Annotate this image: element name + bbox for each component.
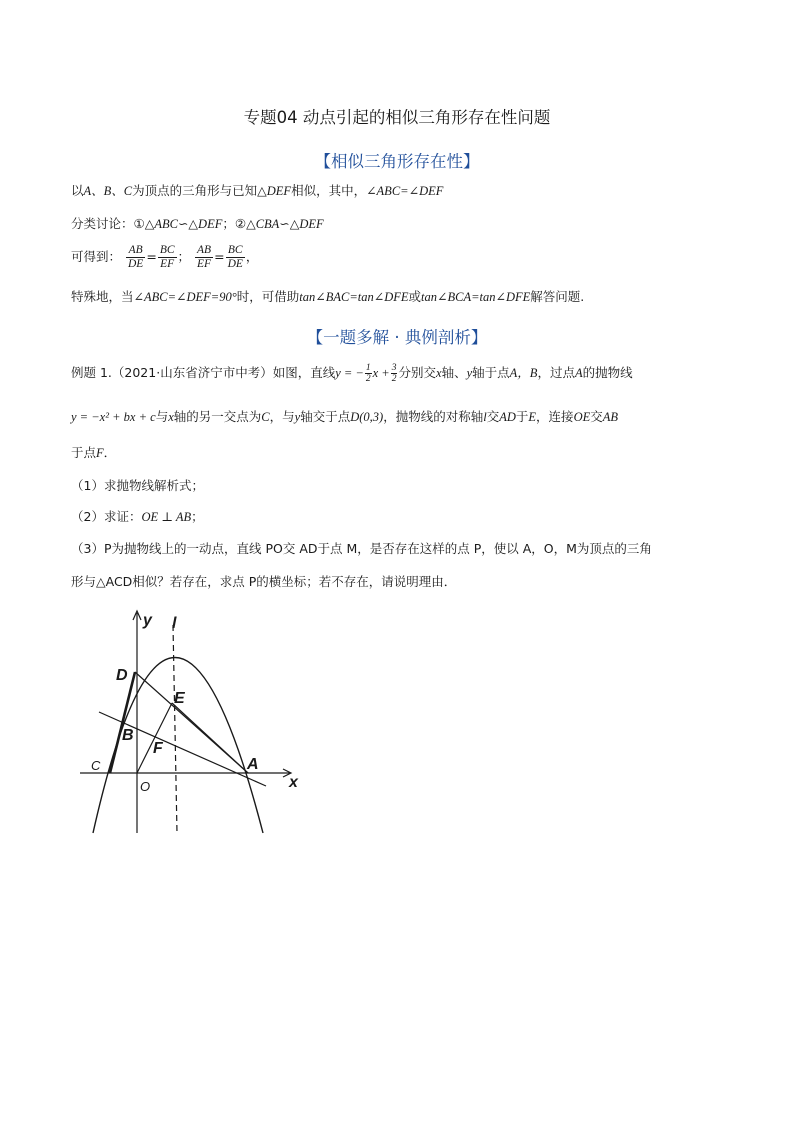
example-source: （2021·山东省济宁市中考）如图，直线 <box>111 365 336 380</box>
perpendicular-statement: OE ⊥ AB <box>141 510 192 524</box>
ratio-line <box>71 244 258 271</box>
label-a: A <box>247 756 259 773</box>
special-text-or: 或 <box>408 289 422 304</box>
fraction-bc-ef: $\frac{BC}{EF}$ <box>159 244 175 270</box>
line-equation-prefix: y = − <box>335 366 364 380</box>
equals-sign: = <box>146 249 157 264</box>
ratio-separator: ； <box>177 249 191 264</box>
special-case-line <box>71 289 584 305</box>
ratio-end: ， <box>245 249 259 264</box>
special-text-1: 特殊地，当 <box>71 289 134 304</box>
section-heading-example: 【一题多解 · 典例剖析】 <box>306 328 488 347</box>
label-b: B <box>122 727 134 744</box>
case-line <box>71 216 324 232</box>
intro-triangle: △DEF <box>257 184 292 198</box>
question-1: （1）求抛物线解析式； <box>71 478 204 493</box>
line-cd <box>110 672 135 773</box>
label-e: E <box>174 690 185 707</box>
example-label: 例题 1. <box>71 365 112 380</box>
ratio-label: 可得到： <box>71 249 122 264</box>
special-tan-2: tan∠BCA=tan∠DFE <box>421 290 531 304</box>
line-equation-x: x + <box>372 366 390 380</box>
case-marker-1: ① <box>133 216 145 231</box>
fraction-ab-ef: $\frac{AB}{EF}$ <box>197 244 212 270</box>
case-1: △ABC∽△DEF <box>144 217 223 231</box>
label-x: x <box>289 774 298 791</box>
label-l: l <box>172 615 177 632</box>
example-line-1: 例题 1.（2021·山东省济宁市中考）如图，直线y = − $\frac{1}{2}$ x + $\frac{3}{2}$ 分别交x轴、y轴于点A，B，过点A的抛物线 <box>71 363 633 384</box>
intro-points: A、B、C <box>83 184 133 198</box>
question-3-line-2: 形与△ACD相似？若存在，求点 P的横坐标；若不存在，请说明理由． <box>71 574 457 589</box>
fraction-ab-de: $\frac{AB}{DE}$ <box>128 244 144 270</box>
special-text-3: 解答问题. <box>530 289 585 304</box>
label-f: F <box>153 740 163 757</box>
section-heading-similar-triangles: 【相似三角形存在性】 <box>314 152 480 171</box>
parabola-equation: y = −x² + bx + c <box>71 410 156 424</box>
fraction-one-half: $\frac{1}{2}$ <box>365 363 371 384</box>
intro-condition: ∠ABC=∠DEF <box>366 184 444 198</box>
special-text-2: 时，可借助 <box>236 289 300 304</box>
line-ab <box>99 712 266 786</box>
intro-text-3: 相似，其中， <box>291 183 367 198</box>
intro-line <box>71 183 443 199</box>
label-y: y <box>143 612 152 629</box>
case-separator: ； <box>222 216 235 231</box>
fraction-three-half: $\frac{3}{2}$ <box>391 363 397 384</box>
case-marker-2: ② <box>234 216 247 231</box>
example-line-3: 于点F． <box>71 445 117 460</box>
point-d: D(0,3) <box>350 410 384 424</box>
page-title: 专题04 动点引起的相似三角形存在性问题 <box>243 108 551 127</box>
question-3-line-1: （3）P为抛物线上的一动点，直线 PO交 AD于点 M，是否存在这样的点 P，使以 A，O，M为顶点的三角 <box>71 541 652 556</box>
question-2: （2）求证：OE ⊥ AB； <box>71 509 204 524</box>
label-c: C <box>91 758 101 773</box>
equals-sign: = <box>214 249 225 264</box>
fraction-bc-de: $\frac{BC}{DE}$ <box>227 244 243 270</box>
line-oe <box>137 703 172 773</box>
label-d: D <box>116 667 128 684</box>
case-2: △CBA∽△DEF <box>246 217 324 231</box>
special-tan-1: tan∠BAC=tan∠DFE <box>299 290 409 304</box>
example-line-2: y = −x² + bx + c与x轴的另一交点为C，与y轴交于点D(0,3)，抛物线的对称轴l交AD于E，连接OE交AB <box>71 409 619 424</box>
intro-text-2: 为顶点的三角形与已知 <box>132 183 258 198</box>
line-ea <box>172 703 248 773</box>
case-label: 分类讨论： <box>71 216 134 231</box>
symmetry-axis <box>173 625 177 833</box>
parabola-figure <box>75 605 310 840</box>
intro-text-1: 以 <box>71 183 84 198</box>
special-condition: ∠ABC=∠DEF=90° <box>133 290 237 304</box>
label-o: O <box>140 779 151 794</box>
